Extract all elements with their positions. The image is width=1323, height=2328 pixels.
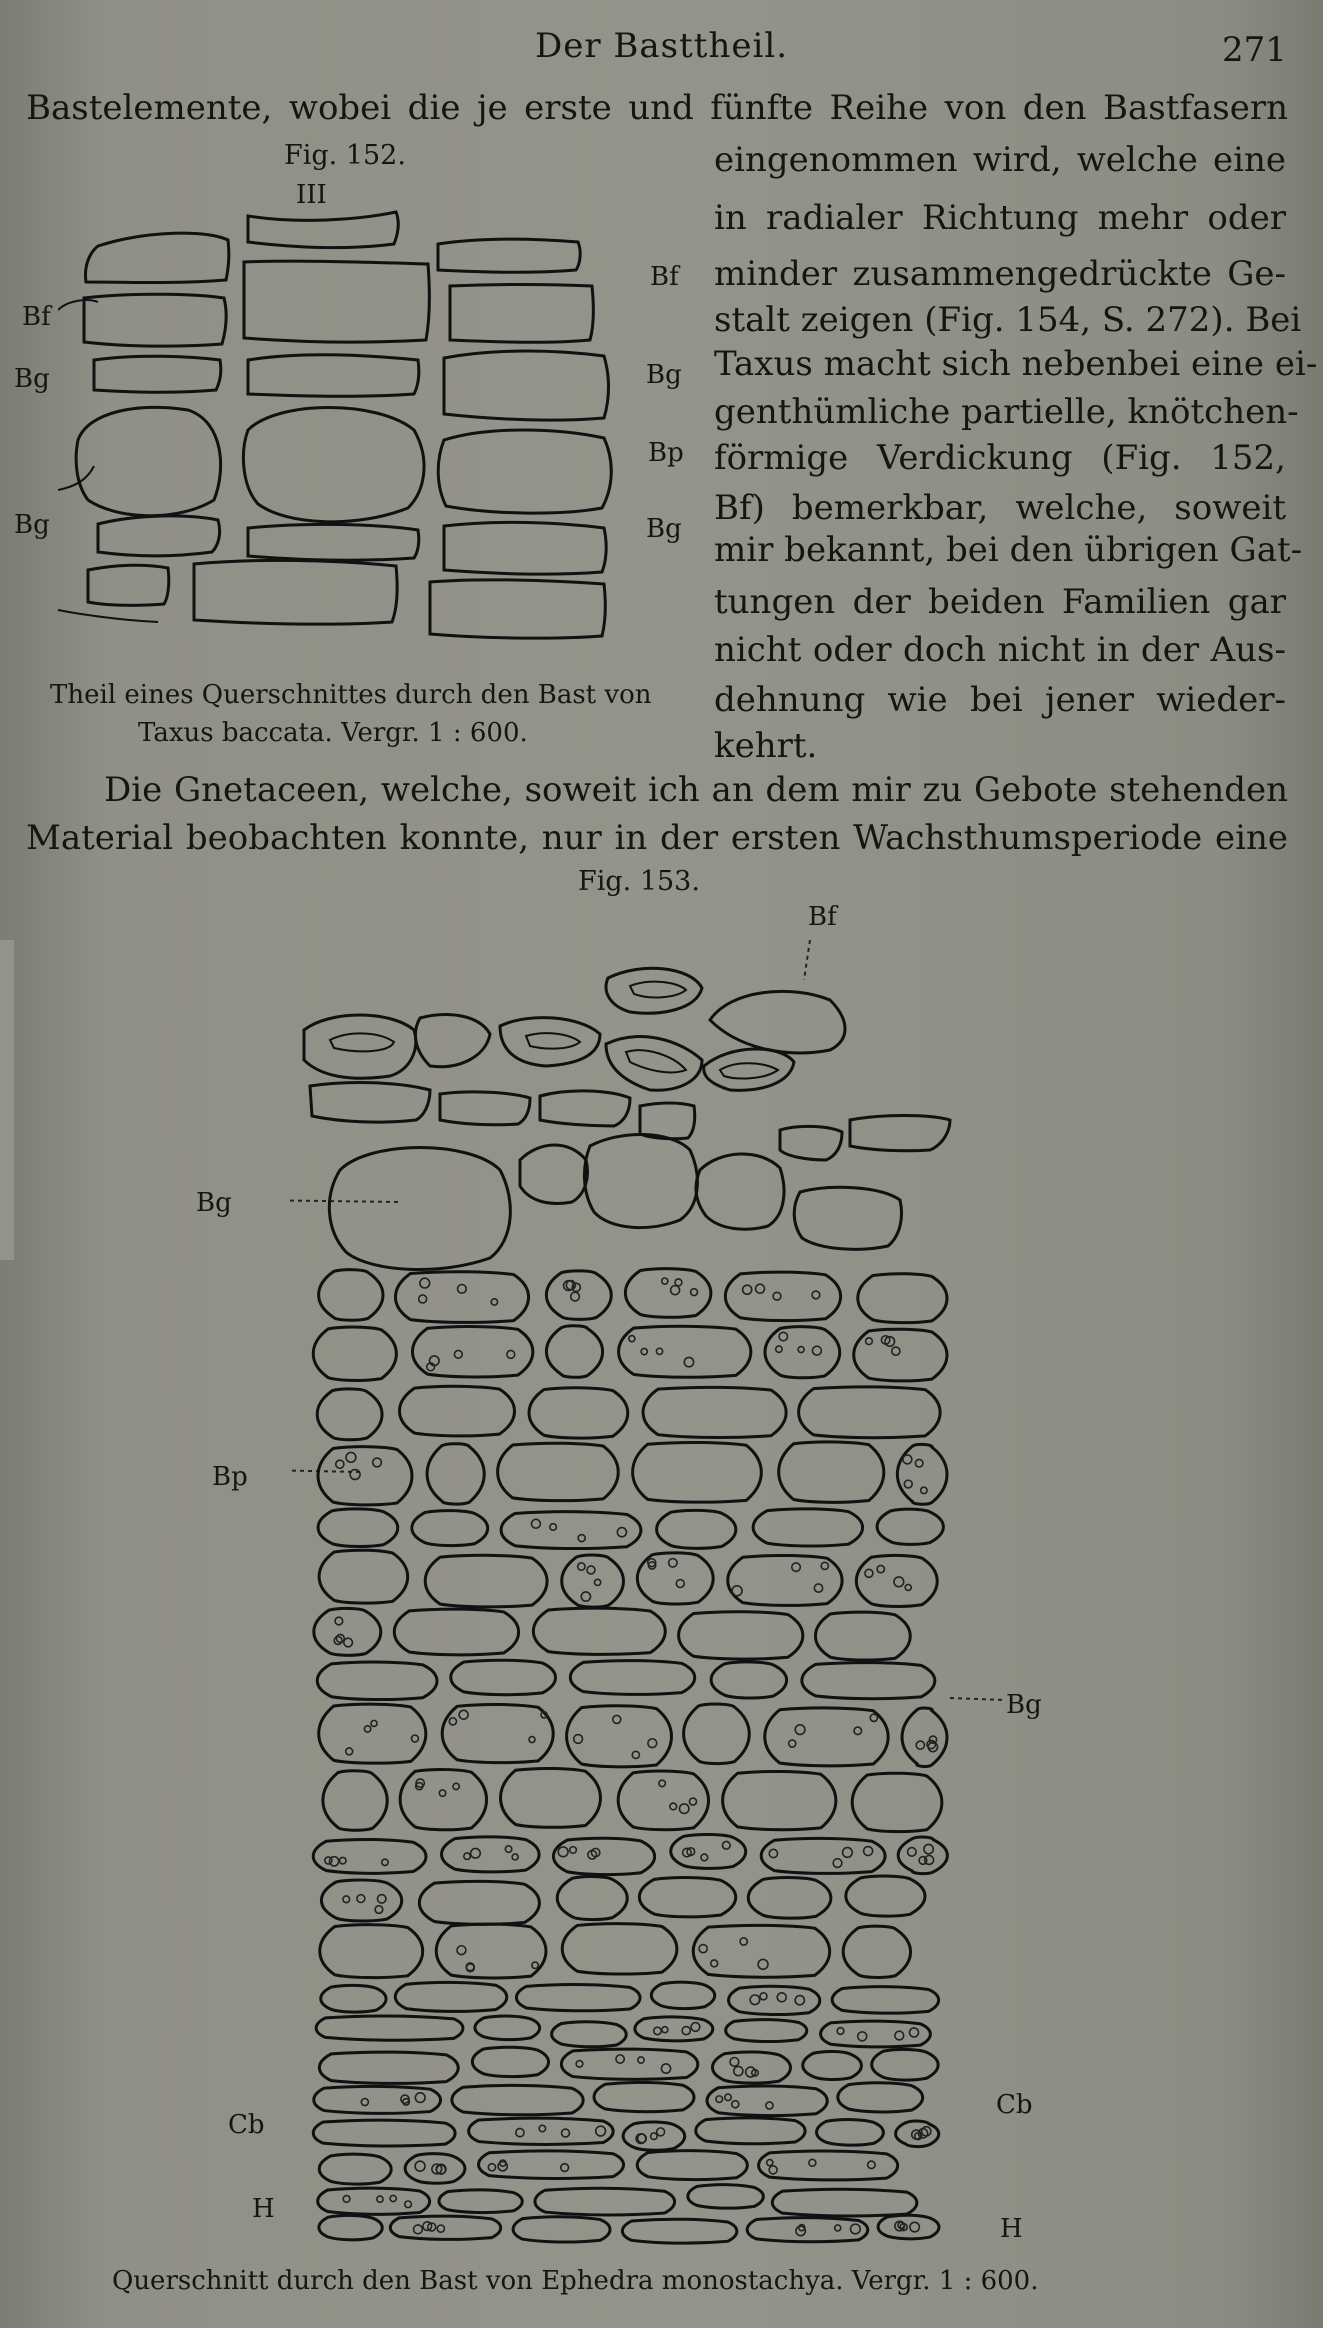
cell-granule xyxy=(335,1617,343,1625)
cell-granule xyxy=(336,1634,344,1642)
cell-granule xyxy=(571,1292,580,1301)
cell-granule xyxy=(779,1332,787,1340)
tissue-cell xyxy=(412,1327,532,1377)
cell-granule xyxy=(821,1562,828,1569)
cell-granule xyxy=(594,1579,600,1585)
tissue-cell xyxy=(319,2052,458,2083)
cell-granule xyxy=(734,2066,743,2075)
cell-granule xyxy=(691,2023,700,2032)
figure-153-label-cb-left: Cb xyxy=(228,2110,265,2140)
cell-granule xyxy=(662,1278,668,1284)
figure-153-label-cb-right: Cb xyxy=(996,2090,1033,2120)
tissue-cell xyxy=(442,1837,540,1872)
tissue-cell xyxy=(553,1838,654,1874)
text-line: Bastelemente, wobei die je erste und fünfte Reihe von den Bastfasern xyxy=(26,88,1288,128)
tissue-cell xyxy=(535,2188,675,2214)
cell-granule xyxy=(632,1751,639,1758)
cell-granule xyxy=(833,1859,842,1868)
cell-granule xyxy=(676,1580,684,1588)
cell-granule xyxy=(814,1584,822,1592)
cell-granule xyxy=(837,2028,844,2035)
cell-granule xyxy=(691,1289,698,1296)
tissue-cell xyxy=(321,1880,401,1921)
cell-granule xyxy=(659,1780,665,1787)
cell-granule xyxy=(414,2225,423,2234)
text-line: in radialer Richtung mehr oder xyxy=(714,198,1286,238)
tissue-cell xyxy=(405,2154,465,2184)
cell-granule xyxy=(776,1346,782,1352)
text-line: Bf) bemerkbar, welche, soweit xyxy=(714,488,1286,528)
cell-granule xyxy=(908,1848,917,1857)
figure-152-label-bf-left: Bf xyxy=(22,302,51,332)
cell-granule xyxy=(415,2161,425,2171)
tissue-cell xyxy=(843,1926,910,1977)
tissue-cell xyxy=(748,1878,831,1919)
cell-granule xyxy=(344,1638,353,1647)
tissue-cell xyxy=(452,2085,583,2114)
tissue-cell xyxy=(619,1326,751,1377)
cell-granule xyxy=(675,1279,682,1286)
cell-granule xyxy=(532,1962,538,1968)
cell-granule xyxy=(437,2225,444,2232)
tissue-cell xyxy=(803,2051,862,2079)
tissue-cell xyxy=(633,1442,762,1502)
figure-153-label-bg-right: Bg xyxy=(1006,1690,1042,1720)
cell-granule xyxy=(382,1859,388,1865)
figure-153-label-bg-left: Bg xyxy=(196,1188,232,1218)
cell-granule xyxy=(798,1347,804,1353)
tissue-cell xyxy=(546,1326,602,1377)
cell-granule xyxy=(420,1278,430,1288)
figure-152-label-bf-right: Bf xyxy=(650,262,679,292)
cell-granule xyxy=(656,1348,662,1354)
cell-granule xyxy=(419,1295,427,1303)
figure-153-label-h-left: H xyxy=(252,2194,275,2224)
cell-granule xyxy=(539,2125,545,2131)
text-line: mir bekannt, bei den übrigen Gat- xyxy=(714,530,1303,570)
cell-granule xyxy=(792,1563,801,1572)
cell-granule xyxy=(336,1460,344,1468)
tissue-cell xyxy=(317,1389,382,1440)
cell-granule xyxy=(411,1735,418,1742)
cell-granule xyxy=(789,1740,796,1747)
cell-granule xyxy=(716,2096,723,2103)
tissue-cell xyxy=(501,1768,601,1827)
tissue-cell xyxy=(846,1876,925,1916)
cell-granule xyxy=(638,2057,644,2063)
cell-granule xyxy=(576,2061,583,2068)
tissue-cell xyxy=(529,1388,628,1438)
cell-granule xyxy=(329,1857,338,1866)
cell-granule xyxy=(343,2196,350,2203)
cell-granule xyxy=(570,1847,577,1854)
tissue-cell xyxy=(561,2049,697,2079)
tissue-cell xyxy=(898,1837,947,1874)
cell-granule xyxy=(769,1849,777,1857)
cell-granule xyxy=(910,2222,920,2232)
cell-granule xyxy=(507,1350,515,1358)
cell-granule xyxy=(361,2098,368,2105)
tissue-cell xyxy=(723,1771,836,1829)
tissue-cell xyxy=(562,1924,677,1974)
cell-granule xyxy=(904,1480,912,1488)
cell-granule xyxy=(464,1853,470,1859)
tissue-cell xyxy=(501,1512,641,1549)
tissue-cell xyxy=(475,2016,540,2040)
cell-granule xyxy=(877,1565,884,1572)
cell-granule xyxy=(766,2102,773,2109)
cell-granule xyxy=(661,2064,670,2073)
cell-granule xyxy=(835,2225,841,2231)
cell-granule xyxy=(454,1350,462,1358)
cell-granule xyxy=(587,1566,595,1574)
text-line: minder zusammengedrückte Ge- xyxy=(714,254,1286,294)
tissue-cell xyxy=(854,1329,947,1381)
cell-granule xyxy=(377,2196,383,2202)
cell-granule xyxy=(895,2031,904,2040)
tissue-cell xyxy=(395,1982,506,2011)
page-edge xyxy=(0,940,14,1260)
tissue-cell xyxy=(657,1510,736,1548)
figure-152-label-bp: Bp xyxy=(648,438,684,468)
cell-granule xyxy=(924,1844,933,1853)
cell-granule xyxy=(377,1895,385,1903)
cell-granule xyxy=(488,2164,495,2171)
tissue-cell xyxy=(821,2021,931,2047)
cell-granule xyxy=(795,1725,805,1735)
tissue-cell xyxy=(679,1612,803,1659)
tissue-cell xyxy=(313,1839,426,1873)
tissue-cell xyxy=(427,1444,484,1504)
cell-granule xyxy=(916,1741,924,1749)
tissue-cell xyxy=(877,1509,943,1544)
figure-153-label-bf: Bf xyxy=(808,902,837,932)
tissue-cell xyxy=(688,2185,763,2209)
text-line: Taxus macht sich nebenbei eine ei- xyxy=(714,344,1318,384)
cell-granule xyxy=(531,1519,540,1528)
tissue-cell xyxy=(498,1443,619,1500)
tissue-cell xyxy=(707,2086,827,2116)
cell-granule xyxy=(701,1854,708,1861)
cell-granule xyxy=(812,1291,820,1299)
tissue-cell xyxy=(436,1924,546,1978)
figure-152-label-bg-right-2: Bg xyxy=(646,514,682,544)
cell-granule xyxy=(648,1739,657,1748)
cell-granule xyxy=(750,1995,760,2005)
tissue-cell xyxy=(729,1986,820,2014)
tissue-cell xyxy=(637,2151,747,2180)
tissue-cell xyxy=(319,1270,383,1321)
figure-152-label-bg-left-2: Bg xyxy=(14,510,50,540)
tissue-cell xyxy=(552,2022,627,2047)
cell-granule xyxy=(491,1299,497,1305)
tissue-cell xyxy=(323,1771,387,1830)
tissue-cell xyxy=(513,2217,610,2242)
cell-granule xyxy=(684,1357,693,1366)
figure-152-drawing xyxy=(58,190,658,650)
cell-granule xyxy=(596,2126,606,2136)
tissue-cell xyxy=(318,1447,412,1505)
cell-granule xyxy=(459,1710,468,1719)
cell-granule xyxy=(550,1524,557,1531)
cell-granule xyxy=(651,2133,658,2140)
tissue-cell xyxy=(395,1272,528,1323)
cell-granule xyxy=(505,1846,512,1853)
tissue-cell xyxy=(472,2047,548,2076)
tissue-cell xyxy=(419,1881,539,1924)
text-line: Die Gnetaceen, welche, soweit ich an dem mir zu Gebote stehenden xyxy=(104,770,1288,810)
cell-granule xyxy=(581,1592,590,1601)
cell-granule xyxy=(922,2127,931,2136)
text-line: förmige Verdickung (Fig. 152, xyxy=(714,438,1286,478)
tissue-cell xyxy=(711,1662,786,1698)
cell-granule xyxy=(334,1637,342,1645)
cell-granule xyxy=(373,1458,382,1467)
tissue-cell xyxy=(320,1925,423,1978)
figure-152-label-III: III xyxy=(296,180,327,210)
tissue-cell xyxy=(319,2154,391,2184)
cell-granule xyxy=(617,1528,626,1537)
cell-granule xyxy=(795,1996,804,2005)
tissue-cell xyxy=(802,1663,935,1699)
cell-granule xyxy=(722,1841,730,1849)
tissue-cell xyxy=(319,2215,382,2239)
cell-granule xyxy=(743,1285,752,1294)
cell-granule xyxy=(578,1563,585,1570)
cell-granule xyxy=(915,1459,923,1467)
tissue-cell xyxy=(643,1387,786,1437)
cell-granule xyxy=(699,1945,707,1953)
cell-granule xyxy=(756,1284,765,1293)
cell-granule xyxy=(405,2201,412,2208)
cell-granule xyxy=(894,1577,904,1587)
figure-153-label-bp: Bp xyxy=(212,1462,248,1492)
cell-granule xyxy=(870,1714,877,1721)
cell-granule xyxy=(758,1959,768,1969)
tissue-cell xyxy=(412,1511,488,1546)
tissue-cell xyxy=(533,1608,665,1654)
cell-granule xyxy=(910,2028,919,2037)
cell-granule xyxy=(340,1857,347,1864)
cell-granule xyxy=(760,1993,767,2000)
cell-granule xyxy=(350,1470,360,1480)
cell-granule xyxy=(773,1292,781,1300)
figure-153-drawing xyxy=(290,920,1050,2250)
cell-granule xyxy=(512,1854,518,1860)
tissue-cell xyxy=(390,2216,500,2239)
text-line: tungen der beiden Familien gar xyxy=(714,582,1286,622)
cell-granule xyxy=(346,1452,356,1462)
tissue-cell xyxy=(852,1773,942,1831)
tissue-cell xyxy=(316,2016,463,2040)
cell-granule xyxy=(662,2027,668,2033)
cell-granule xyxy=(682,2027,690,2035)
cell-granule xyxy=(375,1906,383,1914)
tissue-cell xyxy=(725,1272,840,1321)
cell-granule xyxy=(892,1347,900,1355)
cell-granule xyxy=(343,1896,350,1903)
tissue-cell xyxy=(772,2189,917,2216)
cell-granule xyxy=(346,1748,353,1755)
cell-granule xyxy=(574,1735,583,1744)
text-line: dehnung wie bei jener wieder- xyxy=(714,680,1286,720)
cell-granule xyxy=(458,1284,467,1293)
cell-granule xyxy=(769,2166,777,2174)
cell-granule xyxy=(561,2164,569,2172)
figure-152-label-bg-right: Bg xyxy=(646,360,682,390)
cell-granule xyxy=(439,1790,445,1796)
cell-granule xyxy=(919,1857,927,1865)
cell-granule xyxy=(471,1848,481,1858)
tissue-cell xyxy=(399,1386,514,1436)
cell-granule xyxy=(740,1938,747,1945)
cell-granule xyxy=(725,2094,731,2100)
cell-granule xyxy=(921,1487,927,1493)
tissue-cell xyxy=(317,1662,437,1700)
tissue-cell xyxy=(878,2215,939,2239)
cell-granule xyxy=(616,2055,624,2063)
cell-granule xyxy=(767,2160,773,2166)
cell-granule xyxy=(865,1569,873,1577)
figure-153-label-h-right: H xyxy=(1000,2214,1023,2244)
tissue-cell xyxy=(318,1509,398,1547)
figure-152-label: Fig. 152. xyxy=(284,140,406,171)
tissue-cell xyxy=(684,1704,750,1763)
cell-granule xyxy=(671,1286,680,1295)
tissue-cell xyxy=(753,1509,862,1546)
cell-granule xyxy=(390,2195,396,2201)
tissue-cell xyxy=(726,2020,807,2042)
cell-granule xyxy=(730,2058,739,2067)
tissue-cell xyxy=(594,2082,694,2111)
cell-granule xyxy=(746,2067,756,2077)
tissue-cell xyxy=(570,1661,694,1695)
cell-granule xyxy=(679,1804,688,1813)
tissue-cell xyxy=(817,2120,884,2146)
tissue-cell xyxy=(623,2122,685,2150)
text-line: nicht oder doch nicht in der Aus- xyxy=(714,630,1286,670)
cell-granule xyxy=(657,2128,665,2136)
cell-granule xyxy=(868,2161,876,2169)
cell-granule xyxy=(558,1847,568,1857)
tissue-cell xyxy=(425,1555,547,1607)
cell-granule xyxy=(854,1727,862,1735)
running-header: Der Basttheil. xyxy=(534,26,789,66)
text-line: stalt zeigen (Fig. 154, S. 272). Bei xyxy=(714,300,1302,340)
tissue-cell xyxy=(639,1878,735,1917)
figure-153-caption: Querschnitt durch den Bast von Ephedra monostachya. Vergr. 1 : 600. xyxy=(112,2266,1039,2296)
cell-granule xyxy=(357,1895,365,1903)
tissue-cell xyxy=(897,1444,947,1504)
cell-granule xyxy=(903,1455,912,1464)
cell-granule xyxy=(905,1584,911,1590)
text-line: kehrt. xyxy=(714,726,818,766)
cell-granule xyxy=(516,2128,524,2136)
tissue-cell xyxy=(400,1770,486,1830)
tissue-cell xyxy=(838,2083,923,2112)
cell-granule xyxy=(529,1736,535,1742)
tissue-cell xyxy=(451,1660,556,1694)
tissue-cell xyxy=(562,1555,624,1607)
tissue-cell xyxy=(815,1612,910,1660)
tissue-cell xyxy=(651,1982,714,2008)
cell-granule xyxy=(415,2093,425,2103)
cell-granule xyxy=(777,1993,786,2002)
cell-granule xyxy=(732,2101,739,2108)
tissue-cell xyxy=(313,2120,455,2146)
tissue-cell xyxy=(832,1987,938,2014)
cell-granule xyxy=(641,1348,647,1354)
tissue-cell xyxy=(759,2151,898,2180)
cell-granule xyxy=(689,1798,696,1805)
page-number: 271 xyxy=(1222,30,1287,70)
cell-granule xyxy=(866,1338,873,1345)
cell-granule xyxy=(858,2032,867,2041)
cell-granule xyxy=(654,2027,661,2034)
cell-granule xyxy=(864,1847,873,1856)
cell-granule xyxy=(613,1715,621,1723)
cell-granule xyxy=(711,1960,718,1967)
tissue-cell xyxy=(321,1985,386,2012)
tissue-cell xyxy=(635,2017,713,2041)
tissue-cell xyxy=(872,2049,938,2080)
tissue-cell xyxy=(319,1704,426,1763)
cell-granule xyxy=(850,2224,860,2234)
tissue-cell xyxy=(319,1550,408,1603)
tissue-cell xyxy=(318,2188,430,2214)
tissue-cell xyxy=(314,1608,381,1655)
tissue-cell xyxy=(902,1708,947,1766)
figure-153-label: Fig. 153. xyxy=(578,866,700,897)
cell-granule xyxy=(457,1946,466,1955)
tissue-cell xyxy=(779,1442,884,1502)
text-line: genthümliche partielle, knötchen- xyxy=(714,392,1299,432)
figure-152-label-bg-left: Bg xyxy=(14,364,50,394)
tissue-cell xyxy=(696,2118,805,2144)
cell-granule xyxy=(578,1535,585,1542)
tissue-cell xyxy=(622,2219,736,2243)
cell-granule xyxy=(843,1848,853,1858)
tissue-cell xyxy=(314,2086,441,2113)
cell-granule xyxy=(670,1803,677,1810)
cell-granule xyxy=(371,1720,377,1726)
cell-granule xyxy=(453,1783,459,1789)
text-line: eingenommen wird, welche eine xyxy=(714,140,1286,180)
figure-152-caption-line: Theil eines Querschnittes durch den Bast von xyxy=(50,680,652,710)
tissue-cell xyxy=(896,2121,939,2147)
tissue-cell xyxy=(856,1555,937,1606)
cell-granule xyxy=(562,2129,570,2137)
tissue-cell xyxy=(313,1327,396,1380)
cell-granule xyxy=(629,1336,635,1342)
cell-granule xyxy=(669,1559,677,1567)
text-line: Material beobachten konnte, nur in der ersten Wachsthumsperiode eine xyxy=(26,818,1288,858)
tissue-cell xyxy=(557,1877,627,1920)
tissue-cell xyxy=(799,1387,941,1438)
cell-granule xyxy=(809,2159,816,2166)
tissue-cell xyxy=(747,2218,868,2242)
tissue-cell xyxy=(439,2190,522,2213)
cell-granule xyxy=(812,1346,821,1355)
cell-granule xyxy=(449,1718,456,1725)
tissue-cell xyxy=(516,1985,640,2011)
tissue-cell xyxy=(858,1274,947,1323)
cell-granule xyxy=(364,1726,370,1732)
tissue-cell xyxy=(394,1609,518,1655)
figure-152-caption-line: Taxus baccata. Vergr. 1 : 600. xyxy=(138,718,528,748)
cell-granule xyxy=(732,1586,742,1596)
